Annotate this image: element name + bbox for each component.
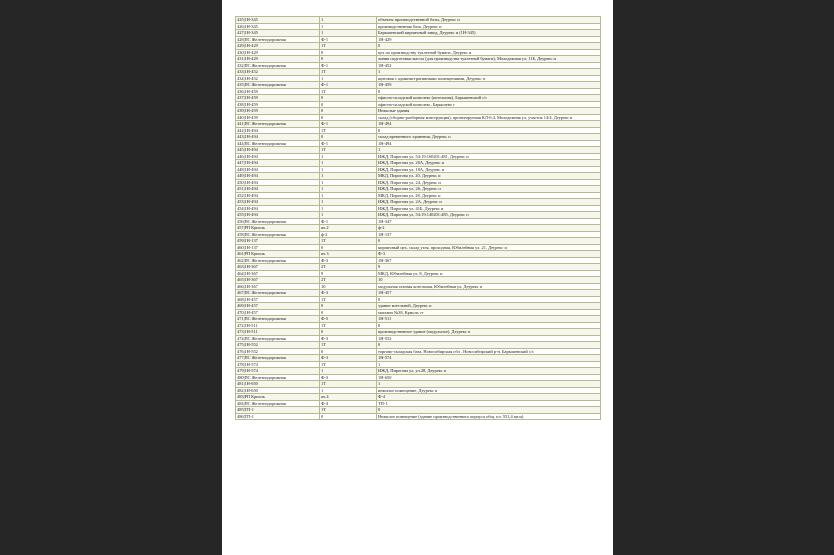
cell-id-source: 444|ПС Железнодорожная — [236, 140, 320, 147]
cell-description: 9 — [377, 264, 601, 271]
cell-description: 1Н-494 — [377, 121, 601, 128]
cell-description: 1Н-494 — [377, 140, 601, 147]
cell-description: склад временного хранения, Деурекс п — [377, 134, 601, 141]
cell-description: 10 — [377, 277, 601, 284]
cell-code: яч.2 — [320, 225, 377, 232]
cell-code: 0 — [320, 56, 377, 63]
cell-id-source: 426|1Н-345 — [236, 23, 320, 30]
cell-code: Ф-1 — [320, 218, 377, 225]
cell-id-source: 438|1Н-459 — [236, 101, 320, 108]
cell-code: Ф-5 — [320, 316, 377, 323]
cell-description: 1Н-347 — [377, 218, 601, 225]
cell-description: щитовая с административными помещениями, Деурекс п — [377, 75, 601, 82]
cell-code: 1 — [320, 186, 377, 193]
cell-id-source: 439|1Н-459 — [236, 108, 320, 115]
cell-code: 1 — [320, 205, 377, 212]
cell-id-source: 472|1Н-511 — [236, 322, 320, 329]
cell-description: 0 — [377, 407, 601, 414]
cell-code: 1Т — [320, 296, 377, 303]
cell-id-source: 434|1Н-452 — [236, 75, 320, 82]
cell-description: 1Н-650 — [377, 374, 601, 381]
cell-description: 1Н-511 — [377, 316, 601, 323]
cell-code: 1Т — [320, 88, 377, 95]
cell-code: 1 — [320, 387, 377, 394]
cell-id-source: 478|1Н-574 — [236, 361, 320, 368]
cell-description: 1 — [377, 147, 601, 154]
cell-id-source: 465|1Н-367 — [236, 277, 320, 284]
cell-description: цех по производству туалетной бумаги, Деурекс и — [377, 49, 601, 56]
cell-description: ИЖД, Пирогова ул, 41Б, Деурекс и — [377, 205, 601, 212]
cell-id-source: 474|ПС Железнодорожная — [236, 335, 320, 342]
cell-description: ИЖД, Пирогова ул, ул.28, Деурекс п — [377, 368, 601, 375]
cell-code: 0 — [320, 244, 377, 251]
cell-description: магазин №38, Криоль ст — [377, 309, 601, 316]
cell-id-source: 462|ПС Железнодорожная — [236, 257, 320, 264]
cell-description: здание котельной, Деурекс и — [377, 303, 601, 310]
cell-description: Ф-3 — [377, 251, 601, 258]
cell-code: 1 — [320, 75, 377, 82]
cell-code: яч.3 — [320, 251, 377, 258]
cell-id-source: 447|1Н-494 — [236, 160, 320, 167]
cell-code: 2Т — [320, 277, 377, 284]
cell-code: Ф-3 — [320, 257, 377, 264]
cell-description: ИЖД, Пирогова ул, 54:19:140201:485, Деурекс п — [377, 212, 601, 219]
cell-description: МКД, Юбилейная ул, 8, Деурекс и — [377, 270, 601, 277]
cell-id-source: 482|1Н-650 — [236, 387, 320, 394]
cell-code: 1Т — [320, 147, 377, 154]
cell-description: МКД, Пирогова ул, 20, Деурекс и — [377, 173, 601, 180]
cell-description: 1Н-452 — [377, 62, 601, 69]
cell-description: кирпичный цех, склад угля, проходная, Юбилейная ул, 21, Деурекс и — [377, 244, 601, 251]
cell-id-source: 481|1Н-650 — [236, 381, 320, 388]
document-page — [222, 0, 613, 555]
cell-code: 1Т — [320, 322, 377, 329]
cell-id-source: 468|1Н-457 — [236, 296, 320, 303]
cell-code: 0 — [320, 114, 377, 121]
cell-description: 0 — [377, 296, 601, 303]
cell-id-source: 457|РП Криоль — [236, 225, 320, 232]
cell-description: 1Н-137 — [377, 231, 601, 238]
cell-description: производственное здание (модульное), Деурекс п — [377, 329, 601, 336]
cell-id-source: 435|ПС Железнодорожная — [236, 82, 320, 89]
cell-code: Ф-1 — [320, 36, 377, 43]
cell-id-source: 460|1Н-137 — [236, 244, 320, 251]
cell-code: 0 — [320, 101, 377, 108]
cell-code: яч.4 — [320, 394, 377, 401]
cell-id-source: 461|РП Криоль — [236, 251, 320, 258]
cell-code: 1Т — [320, 407, 377, 414]
data-table — [235, 16, 601, 420]
cell-id-source: 441|ПС Железнодорожная — [236, 121, 320, 128]
cell-id-source: 486|ТП-1 — [236, 413, 320, 420]
cell-code: 0 — [320, 108, 377, 115]
cell-description: ф-2 — [377, 225, 601, 232]
cell-code: 1Т — [320, 43, 377, 50]
cell-id-source: 467|ПС Железнодорожная — [236, 290, 320, 297]
cell-id-source: 449|1Н-494 — [236, 173, 320, 180]
cell-code: 1 — [320, 212, 377, 219]
cell-description: 1Н-552 — [377, 335, 601, 342]
cell-id-source: 485|ТП-1 — [236, 407, 320, 414]
cell-code: 0 — [320, 49, 377, 56]
cell-id-source: 453|1Н-494 — [236, 199, 320, 206]
cell-description: 0 — [377, 43, 601, 50]
cell-description: Барышевский кирпичный завод, Деурекс и (1Н-345) — [377, 30, 601, 37]
cell-code: 0 — [320, 134, 377, 141]
cell-description: 0 — [377, 88, 601, 95]
cell-id-source: 427|1Н-345 — [236, 30, 320, 37]
cell-id-source: 437|1Н-459 — [236, 95, 320, 102]
cell-code: 1 — [320, 30, 377, 37]
table-row — [236, 413, 601, 420]
cell-description: 1Н-459 — [377, 82, 601, 89]
cell-id-source: 459|1Н-137 — [236, 238, 320, 245]
cell-id-source: 480|ПС Железнодорожная — [236, 374, 320, 381]
cell-id-source: 477|ПС Железнодорожная — [236, 355, 320, 362]
cell-code: 1 — [320, 166, 377, 173]
cell-id-source: 440|1Н-459 — [236, 114, 320, 121]
cell-description: нежилое помещение, Деурекс п — [377, 387, 601, 394]
cell-code: 1Т — [320, 238, 377, 245]
cell-id-source: 445|1Н-494 — [236, 147, 320, 154]
cell-code: 1 — [320, 153, 377, 160]
cell-description: офисно-складской комплекс, Барышево с — [377, 101, 601, 108]
cell-id-source: 471|ПС Железнодорожная — [236, 316, 320, 323]
cell-code: 0 — [320, 95, 377, 102]
cell-code: 9 — [320, 270, 377, 277]
cell-description: модульная газовая котельная, Юбилейная ул, Деурекс п — [377, 283, 601, 290]
cell-description: 1Н-574 — [377, 355, 601, 362]
cell-id-source: 448|1Н-494 — [236, 166, 320, 173]
cell-id-source: 436|1Н-459 — [236, 88, 320, 95]
cell-code: Ф-1 — [320, 82, 377, 89]
cell-description: линия подготовки массы (для производства туалетной бумаги), Молодежная ул, 11Б, Деурекс и — [377, 56, 601, 63]
cell-id-source: 470|1Н-457 — [236, 309, 320, 316]
cell-id-source: 442|1Н-494 — [236, 127, 320, 134]
cell-code: 2Т — [320, 264, 377, 271]
cell-id-source: 475|1Н-552 — [236, 342, 320, 349]
cell-description: Нежилое помещение (здание производственного корпуса общ. пл. 551,4 кв.м) — [377, 413, 601, 420]
cell-id-source: 463|1Н-367 — [236, 264, 320, 271]
cell-code: Ф-3 — [320, 290, 377, 297]
cell-id-source: 455|1Н-494 — [236, 212, 320, 219]
cell-code: Ф-3 — [320, 374, 377, 381]
cell-description: ИЖД, Пирогова ул, 20А, Деурекс и — [377, 160, 601, 167]
cell-code: 1 — [320, 192, 377, 199]
cell-id-source: 483|РП Криоль — [236, 394, 320, 401]
cell-description: 1Н-457 — [377, 290, 601, 297]
cell-code: 0 — [320, 309, 377, 316]
cell-description: 0 — [377, 342, 601, 349]
cell-id-source: 479|1Н-574 — [236, 368, 320, 375]
cell-code: 0 — [320, 413, 377, 420]
cell-code: 1Т — [320, 361, 377, 368]
cell-description: ТП-1 — [377, 400, 601, 407]
cell-code: 1 — [320, 17, 377, 24]
cell-code: 1 — [320, 23, 377, 30]
cell-id-source: 466|1Н-367 — [236, 283, 320, 290]
cell-code: Ф-4 — [320, 400, 377, 407]
cell-description: ИЖД, Пирогова ул, 2А, Деурекс и — [377, 199, 601, 206]
cell-description: 1 — [377, 361, 601, 368]
cell-id-source: 464|1Н-367 — [236, 270, 320, 277]
cell-code: 0 — [320, 303, 377, 310]
cell-code: 1 — [320, 160, 377, 167]
cell-code: 1Т — [320, 127, 377, 134]
cell-code: Ф-1 — [320, 62, 377, 69]
cell-id-source: 476|1Н-552 — [236, 348, 320, 355]
cell-code: Ф-1 — [320, 140, 377, 147]
cell-description: торгово-складская база, Новосибирская обл , Новосибирский р-н, Барышевский с/с — [377, 348, 601, 355]
cell-description: ИЖД, Пирогова ул, 24, Деурекс и — [377, 179, 601, 186]
cell-code: 1Т — [320, 381, 377, 388]
cell-id-source: 458|ПС Железнодорожная — [236, 231, 320, 238]
cell-id-source: 443|1Н-494 — [236, 134, 320, 141]
cell-id-source: 428|ПС Железнодорожная — [236, 36, 320, 43]
cell-description: МКД, Пирогова ул, 28, Деурекс и — [377, 192, 601, 199]
cell-description: 1 — [377, 69, 601, 76]
cell-id-source: 446|1Н-494 — [236, 153, 320, 160]
cell-code: 1 — [320, 179, 377, 186]
table-body — [236, 17, 601, 420]
cell-id-source: 425|1Н-345 — [236, 17, 320, 24]
cell-code: 0 — [320, 329, 377, 336]
cell-description: офисно-складской комплекс (котельная), Барышевский с/с — [377, 95, 601, 102]
cell-code: 1 — [320, 368, 377, 375]
cell-code: 1Т — [320, 342, 377, 349]
cell-description: ИЖД, Пирогова ул, 26, Деурекс п — [377, 186, 601, 193]
cell-description: 0 — [377, 238, 601, 245]
cell-id-source: 452|1Н-494 — [236, 192, 320, 199]
cell-description: 1Н-429 — [377, 36, 601, 43]
cell-id-source: 469|1Н-457 — [236, 303, 320, 310]
cell-code: Ф-3 — [320, 335, 377, 342]
cell-id-source: 456|ПС Железнодорожная — [236, 218, 320, 225]
cell-description: Нежилые здания — [377, 108, 601, 115]
cell-code: 1 — [320, 173, 377, 180]
cell-description: 0 — [377, 127, 601, 134]
cell-description: 1Н-367 — [377, 257, 601, 264]
cell-id-source: 432|ПС Железнодорожная — [236, 62, 320, 69]
cell-id-source: 430|1Н-429 — [236, 49, 320, 56]
cell-description: Ф-4 — [377, 394, 601, 401]
cell-description: ИЖД, Пирогова ул, 18А, Деурекс и — [377, 166, 601, 173]
cell-code: ф-2 — [320, 231, 377, 238]
cell-code: Ф-3 — [320, 355, 377, 362]
cell-id-source: 429|1Н-429 — [236, 43, 320, 50]
cell-description: объекты производственной базы, Деурекс и — [377, 17, 601, 24]
cell-description: склад (сборно-разборная конструкция), проектируемая КЛ-0,4, Молодежная ул, участок 14/4, Деурекс и — [377, 114, 601, 121]
cell-code: 0 — [320, 348, 377, 355]
cell-id-source: 433|1Н-452 — [236, 69, 320, 76]
cell-description: 0 — [377, 322, 601, 329]
cell-id-source: 473|1Н-511 — [236, 329, 320, 336]
cell-description: ИЖД, Пирогова ул, 54:19:160201:481, Деурекс и — [377, 153, 601, 160]
cell-code: 1 — [320, 199, 377, 206]
cell-description: 1 — [377, 381, 601, 388]
cell-code: 10 — [320, 283, 377, 290]
cell-description: производственная база, Деурекс и — [377, 23, 601, 30]
cell-id-source: 450|1Н-494 — [236, 179, 320, 186]
cell-id-source: 484|ПС Железнодорожная — [236, 400, 320, 407]
cell-id-source: 451|1Н-494 — [236, 186, 320, 193]
cell-id-source: 431|1Н-429 — [236, 56, 320, 63]
cell-code: 1Т — [320, 69, 377, 76]
cell-code: Ф-1 — [320, 121, 377, 128]
cell-id-source: 454|1Н-494 — [236, 205, 320, 212]
